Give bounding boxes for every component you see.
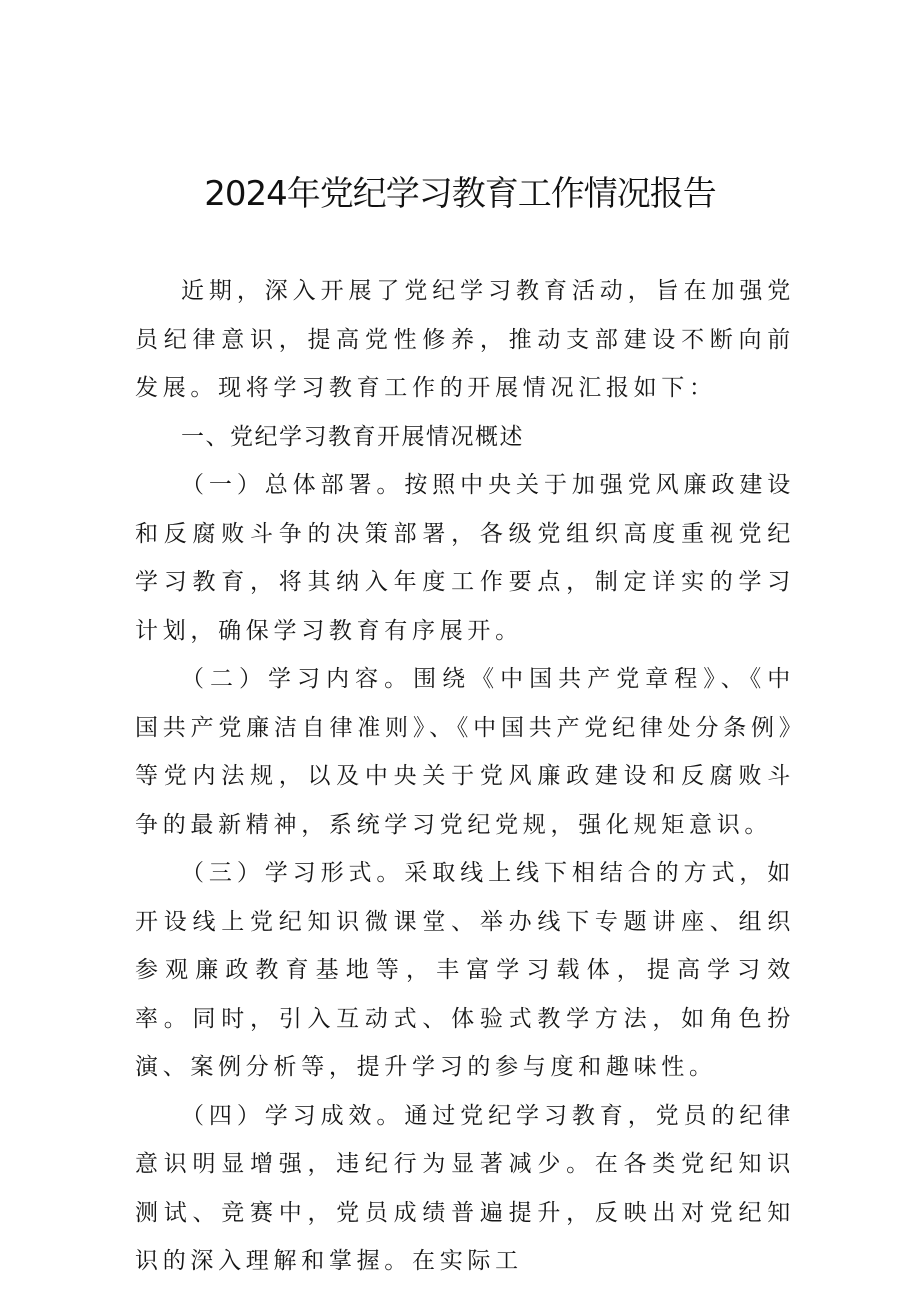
paragraph-study-format: （三）学习形式。采取线上线下相结合的方式，如开设线上党纪知识微课堂、举办线下专题讲座、组织参观廉政教育基地等，丰富学习载体，提高学习效率。同时，引入互动式、体验式教学方法，如角色扮演、案例分析等，提升学习的参与度和趣味性。 bbox=[135, 860, 795, 1080]
section-heading-1: 一、党纪学习教育开展情况概述 bbox=[181, 423, 524, 450]
document-title: 2024年党纪学习教育工作情况报告 bbox=[204, 174, 716, 214]
paragraph-overall-deployment: （一）总体部署。按照中央关于加强党风廉政建设和反腐败斗争的决策部署，各级党组织高度重视党纪学习教育，将其纳入年度工作要点，制定详实的学习计划，确保学习教育有序展开。 bbox=[135, 472, 795, 644]
paragraph-study-results: （四）学习成效。通过党纪学习教育，党员的纪律意识明显增强，违纪行为显著减少。在各类党纪知识测试、竞赛中，党员成绩普遍提升，反映出对党纪知识的深入理解和掌握。在实际工 bbox=[135, 1102, 795, 1274]
paragraph-study-content: （二）学习内容。围绕《中国共产党章程》、《中国共产党廉洁自律准则》、《中国共产党纪律处分条例》等党内法规，以及中央关于党风廉政建设和反腐败斗争的最新精神，系统学习党纪党规，强化规矩意识。 bbox=[135, 666, 795, 838]
document-body bbox=[135, 267, 795, 1286]
intro-paragraph: 近期，深入开展了党纪学习教育活动，旨在加强党员纪律意识，提高党性修养，推动支部建设不断向前发展。现将学习教育工作的开展情况汇报如下： bbox=[135, 278, 795, 401]
